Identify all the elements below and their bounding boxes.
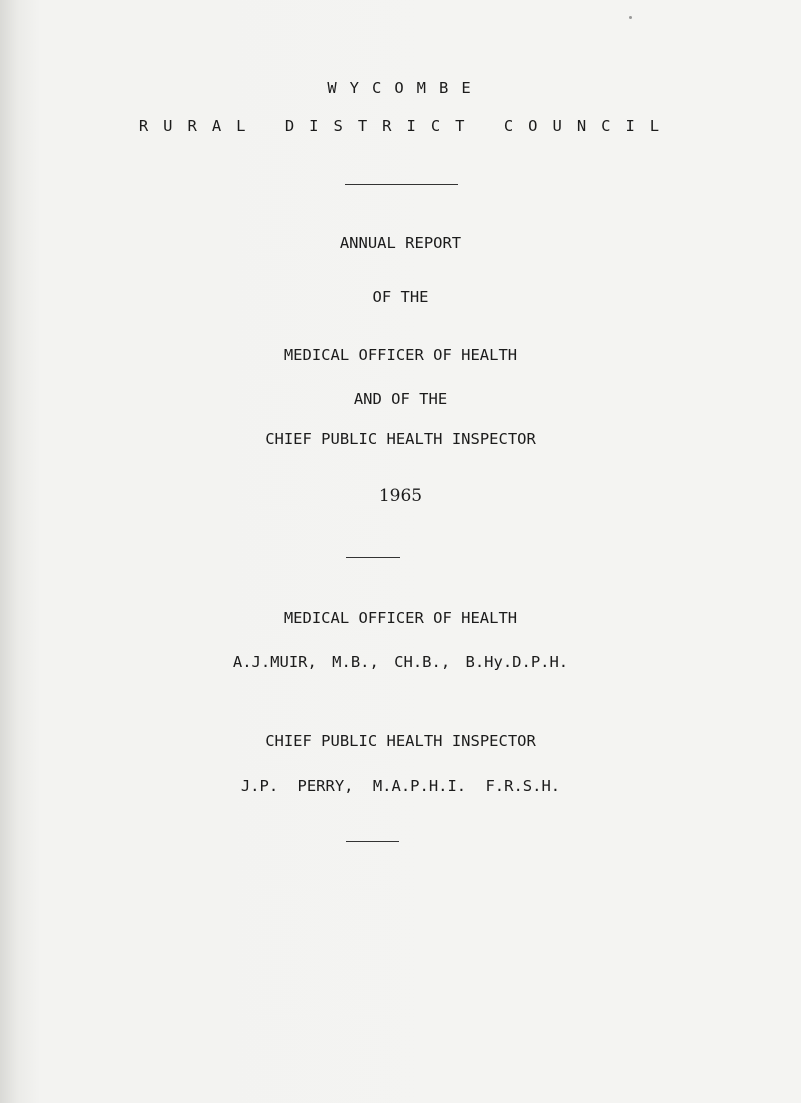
report-title-line5: CHIEF PUBLIC HEALTH INSPECTOR [265, 430, 536, 448]
council-name-line2: RURAL DISTRICT COUNCIL [138, 117, 675, 135]
divider-middle [346, 557, 400, 558]
council-name-line1: WYCOMBE [327, 79, 484, 97]
divider-bottom [346, 841, 399, 842]
moh-heading: MEDICAL OFFICER OF HEALTH [283, 609, 518, 627]
report-title-line3: MEDICAL OFFICER OF HEALTH [283, 346, 518, 364]
speck-mark [629, 16, 632, 19]
moh-name: A.J.MUIR, M.B., CH.B., B.Hy.D.P.H. [232, 653, 569, 671]
divider-top [345, 184, 458, 185]
report-title-line2: OF THE [372, 288, 429, 306]
inspector-heading: CHIEF PUBLIC HEALTH INSPECTOR [265, 732, 536, 750]
inspector-name: J.P. PERRY, M.A.P.H.I. F.R.S.H. [240, 777, 561, 795]
report-year: 1965 [378, 486, 423, 506]
report-title-line1: ANNUAL REPORT [339, 234, 462, 252]
report-title-line4: AND OF THE [353, 390, 448, 408]
